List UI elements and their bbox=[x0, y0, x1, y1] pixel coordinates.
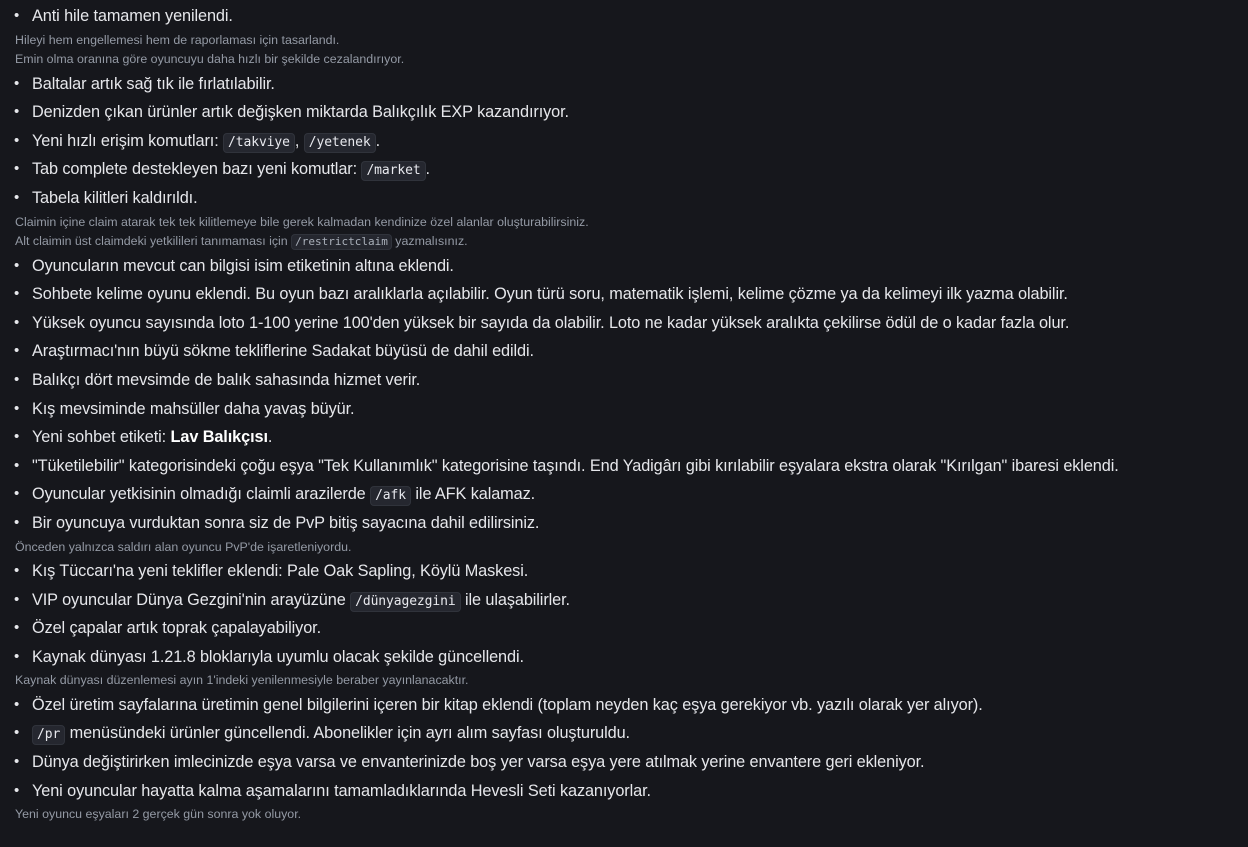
item-text: Yeni sohbet etiketi: bbox=[32, 428, 171, 447]
list-item bbox=[14, 586, 1234, 615]
bullet: • bbox=[14, 160, 20, 178]
item-text: Balıkçı dört mevsimde de balık sahasında hizmet verir. bbox=[32, 370, 421, 389]
list-item bbox=[14, 480, 1234, 509]
item-text: Yüksek oyuncu sayısında loto 1-100 yerine 100'den yüksek bir sayıda da olabilir. Loto ne kadar yüksek aralıkta çekilirse ödül de o kadar fazla olur. bbox=[32, 313, 1070, 332]
bullet: • bbox=[14, 456, 20, 474]
bullet: • bbox=[14, 513, 20, 531]
note-text: Alt claimin üst claimdeki yetkilileri tanımaması için bbox=[15, 234, 292, 249]
list-item bbox=[14, 452, 1234, 481]
list-item bbox=[14, 98, 1234, 127]
list-item bbox=[14, 280, 1234, 309]
command-code-market: /market bbox=[361, 161, 425, 181]
bullet: • bbox=[14, 256, 20, 274]
bullet: • bbox=[14, 428, 20, 446]
bullet: • bbox=[14, 399, 20, 417]
item-note: Kaynak dünyası düzenlemesi ayın 1'indeki yenilenmesiyle beraber yayınlanacaktır. bbox=[15, 673, 469, 688]
item-text: . bbox=[267, 428, 273, 447]
item-text: ile ulaşabilirler. bbox=[460, 590, 570, 609]
item-note: Önceden yalnızca saldırı alan oyuncu PvP'de işaretleniyordu. bbox=[15, 539, 352, 554]
bullet: • bbox=[14, 131, 20, 149]
command-code-dunyagezgini: /dünyagezgini bbox=[350, 592, 460, 612]
command-code-takviye: /takviye bbox=[223, 133, 295, 153]
list-item bbox=[14, 366, 1234, 395]
list-item bbox=[14, 614, 1234, 643]
bullet: • bbox=[14, 74, 20, 92]
item-note: Emin olma oranına göre oyuncuyu daha hızlı bir şekilde cezalandırıyor. bbox=[15, 52, 405, 67]
list-item bbox=[14, 252, 1234, 281]
list-item bbox=[14, 337, 1234, 366]
list-item bbox=[14, 309, 1234, 338]
bullet: • bbox=[14, 188, 20, 206]
bullet: • bbox=[14, 695, 20, 713]
list-item bbox=[14, 155, 1234, 184]
list-item bbox=[14, 184, 1234, 213]
list-item bbox=[14, 719, 1234, 748]
command-code-afk: /afk bbox=[370, 486, 411, 506]
item-text: "Tüketilebilir" kategorisindeki çoğu eşya "Tek Kullanımlık" kategorisine taşındı. End Yadigârı gibi kırılabilir eşyalara ekstra olarak "Kırılgan" ibaresi eklendi. bbox=[32, 456, 1119, 475]
item-text: Oyuncular yetkisinin olmadığı claimli arazilerde bbox=[32, 485, 371, 504]
command-code-pr: /pr bbox=[32, 725, 65, 745]
list-item bbox=[14, 748, 1234, 777]
list-item bbox=[14, 643, 1234, 672]
bullet: • bbox=[14, 342, 20, 360]
bullet: • bbox=[14, 7, 20, 24]
item-text: Yeni hızlı erişim komutları: bbox=[32, 131, 224, 150]
command-code-restrictclaim: /restrictclaim bbox=[291, 234, 392, 250]
item-text: Dünya değiştirirken imlecinizde eşya varsa ve envanterinizde boş yer varsa eşya yere atılmak yerine envantere geri ekleniyor. bbox=[32, 753, 925, 772]
item-text: Oyuncuların mevcut can bilgisi isim etiketinin altına eklendi. bbox=[32, 256, 454, 275]
item-text: Araştırmacı'nın büyü sökme tekliflerine Sadakat büyüsü de dahil edildi. bbox=[32, 342, 534, 361]
item-text: Sohbete kelime oyunu eklendi. Bu oyun bazı aralıklarla açılabilir. Oyun türü soru, matematik işlemi, kelime çözme ya da kelimeyi ilk yazma olabilir. bbox=[32, 285, 1068, 304]
bullet: • bbox=[14, 485, 20, 503]
item-note: Hileyi hem engellemesi hem de raporlaması için tasarlandı. bbox=[15, 32, 340, 47]
item-text: Kış Tüccarı'na yeni teklifler eklendi: Pale Oak Sapling, Köylü Maskesi. bbox=[32, 562, 529, 580]
list-item bbox=[14, 395, 1234, 424]
item-text: menüsündeki ürünler güncellendi. Abonelikler için ayrı alım sayfası oluşturuldu. bbox=[65, 724, 630, 743]
item-note-block bbox=[14, 670, 1234, 690]
item-text: . bbox=[425, 160, 430, 179]
bullet: • bbox=[14, 619, 20, 637]
item-text: Tabela kilitleri kaldırıldı. bbox=[32, 188, 198, 207]
bullet: • bbox=[14, 753, 20, 771]
item-text: Yeni oyuncular hayatta kalma aşamalarını tamamladıklarında Hevesli Seti kazanıyorlar. bbox=[32, 781, 651, 800]
item-text: Kış mevsiminde mahsüller daha yavaş büyür. bbox=[32, 399, 355, 418]
item-note-block bbox=[14, 537, 1234, 557]
list-item bbox=[14, 423, 1234, 452]
bullet: • bbox=[14, 647, 20, 665]
list-item bbox=[14, 509, 1234, 538]
bullet: • bbox=[14, 781, 20, 799]
bullet: • bbox=[14, 724, 20, 742]
bullet: • bbox=[14, 103, 20, 121]
item-text: Denizden çıkan ürünler artık değişken miktarda Balıkçılık EXP kazandırıyor. bbox=[32, 103, 569, 122]
item-text: . bbox=[375, 131, 380, 150]
item-text: Anti hile tamamen yenilendi. bbox=[32, 7, 233, 25]
list-item bbox=[14, 691, 1234, 720]
item-text: VIP oyuncular Dünya Gezgini'nin arayüzüne bbox=[32, 590, 351, 609]
item-text: Özel çapalar artık toprak çapalayabiliyor. bbox=[32, 619, 322, 638]
item-text: Özel üretim sayfalarına üretimin genel bilgilerini içeren bir kitap eklendi (toplam neyden kaç eşya gerekiyor vb. yazılı olarak yer alıyor). bbox=[32, 695, 983, 714]
list-item bbox=[14, 777, 1234, 806]
item-note: Yeni oyuncu eşyaları 2 gerçek gün sonra yok oluyor. bbox=[15, 807, 302, 822]
item-note-block bbox=[14, 804, 1234, 824]
bullet: • bbox=[14, 370, 20, 388]
chat-tag-name: Lav Balıkçısı bbox=[170, 428, 268, 447]
item-text: Baltalar artık sağ tık ile fırlatılabilir. bbox=[32, 74, 275, 93]
bullet: • bbox=[14, 285, 20, 303]
item-text: ile AFK kalamaz. bbox=[410, 485, 536, 504]
item-text: , bbox=[294, 131, 304, 150]
list-item bbox=[14, 2, 1234, 31]
item-note: Claimin içine claim atarak tek tek kilitlemeye bile gerek kalmadan kendinize özel alanlar oluşturabilirsiniz. bbox=[15, 214, 589, 229]
list-item bbox=[14, 127, 1234, 156]
item-text: Tab complete destekleyen bazı yeni komutlar: bbox=[32, 160, 362, 179]
bullet: • bbox=[14, 590, 20, 608]
item-note bbox=[14, 231, 1234, 251]
note-text: yazmalısınız. bbox=[391, 234, 468, 249]
command-code-yetenek: /yetenek bbox=[304, 133, 376, 153]
list-item bbox=[14, 557, 1234, 586]
bullet: • bbox=[14, 313, 20, 331]
item-text: Bir oyuncuya vurduktan sonra siz de PvP bitiş sayacına dahil edilirsiniz. bbox=[32, 513, 540, 532]
item-text: Kaynak dünyası 1.21.8 bloklarıyla uyumlu olacak şekilde güncellendi. bbox=[32, 647, 524, 666]
bullet: • bbox=[14, 562, 20, 579]
item-note-block bbox=[14, 30, 1234, 69]
item-note-block bbox=[14, 212, 1234, 251]
list-item bbox=[14, 70, 1234, 99]
